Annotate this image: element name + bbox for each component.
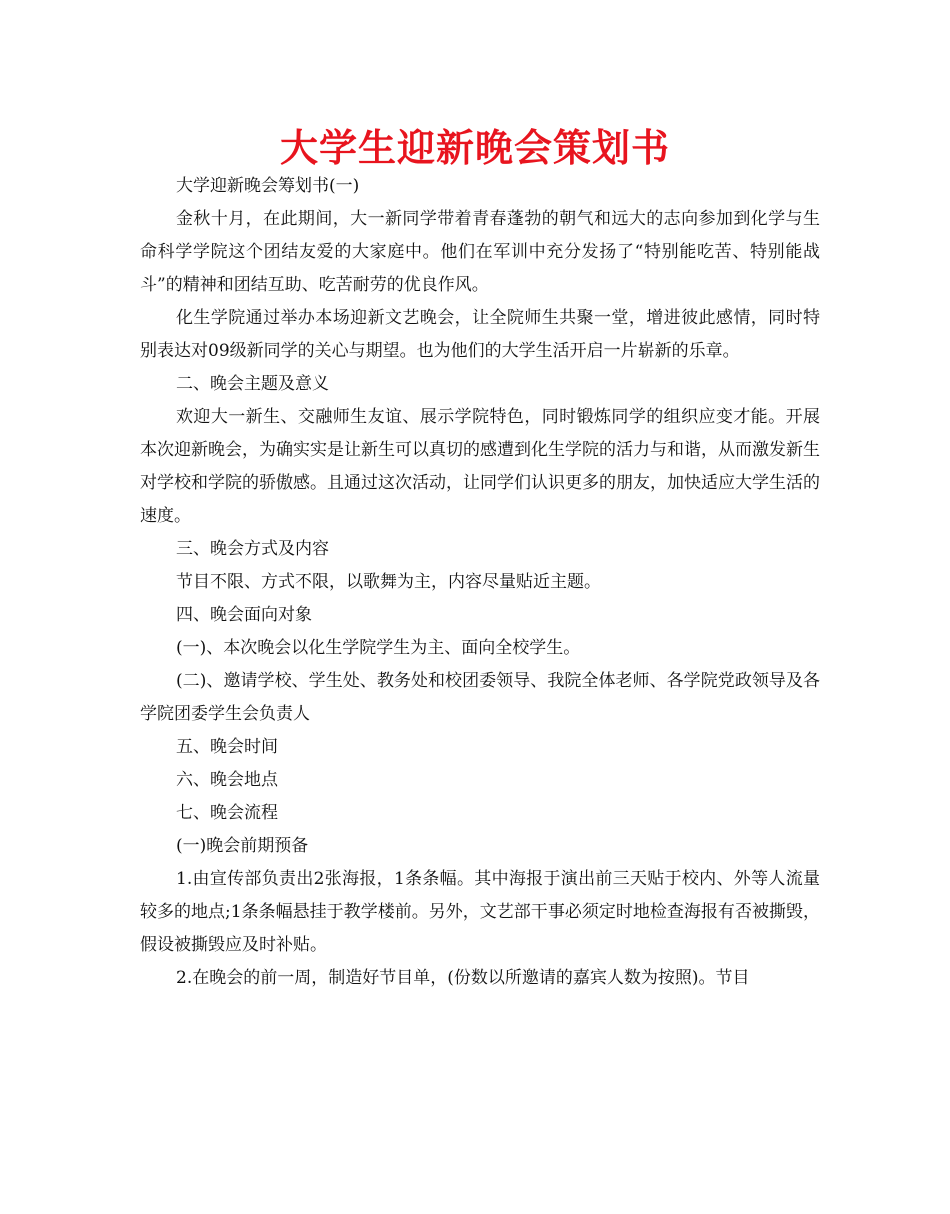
section-heading-theme: 二、晚会主题及意义 [176,374,329,394]
section-heading-time: 五、晚会时间 [176,737,278,757]
document-title: 大学生迎新晚会策划书 [279,126,670,170]
paragraph-theme: 欢迎大一新生、交融师生友谊、展示学院特色，同时锻炼同学的组织应变才能。开展本次迎新晚会，为确实实是让新生可以真切的感遭到化生学院的活力与和谐，从而激发新生对学校和学院的骄傲感。且通过这次活动，让同学们认识更多的朋友，加快适应大学生活的速度。 [140,407,820,526]
section-heading-audience: 四、晚会面向对象 [176,605,312,625]
document-body [140,170,820,995]
paragraph-intro: 金秋十月，在此期间，大一新同学带着青春蓬勃的朝气和远大的志向参加到化学与生命科学学院这个团结友爱的大家庭中。他们在军训中充分发扬了“特别能吃苦、特别能战斗”的精神和团结互助、吃苦耐劳的优良作风。 [140,209,820,295]
subsection-heading-preparation: (一)晚会前期预备 [176,836,309,856]
paragraph-audience-1: (一)、本次晚会以化生学院学生为主、面向全校学生。 [176,638,581,658]
paragraph-subtitle: 大学迎新晚会筹划书(一) [176,176,360,196]
paragraph-preparation-1: 1.由宣传部负责出2张海报，1条条幅。其中海报于演出前三天贴于校内、外等人流量较多的地点;1条条幅悬挂于教学楼前。另外，文艺部干事必须定时地检查海报有否被撕毁，假设被撕毁应及时补贴。 [140,869,820,955]
paragraph-purpose: 化生学院通过举办本场迎新文艺晚会，让全院师生共聚一堂，增进彼此感情，同时特别表达对09级新同学的关心与期望。也为他们的大学生活开启一片崭新的乐章。 [140,308,820,361]
paragraph-audience-2: (二)、邀请学校、学生处、教务处和校团委领导、我院全体老师、各学院党政领导及各学院团委学生会负责人 [140,671,820,724]
section-heading-location: 六、晚会地点 [176,770,278,790]
paragraph-format: 节目不限、方式不限，以歌舞为主，内容尽量贴近主题。 [176,572,601,592]
section-heading-format: 三、晚会方式及内容 [176,539,329,559]
paragraph-preparation-2: 2.在晚会的前一周，制造好节目单，(份数以所邀请的嘉宾人数为按照)。节目 [176,968,750,988]
section-heading-process: 七、晚会流程 [176,803,278,823]
